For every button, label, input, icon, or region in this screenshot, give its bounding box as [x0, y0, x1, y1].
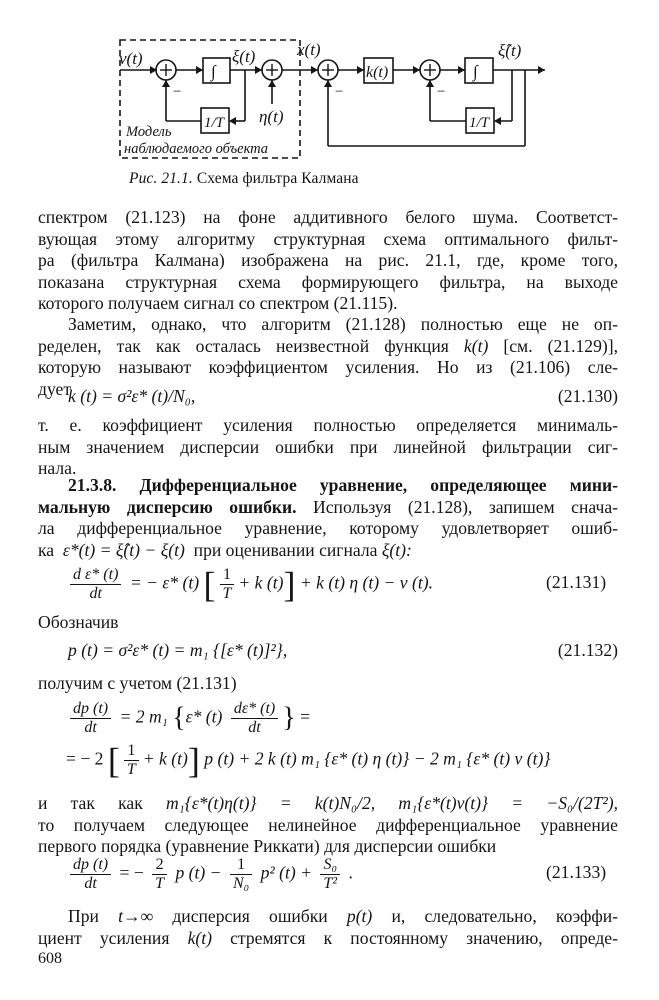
section-line-3: ла дифференциальное уравнение, которому удовлетворяет ошиб-	[38, 518, 618, 539]
equation-21-130	[68, 386, 618, 416]
feedback-label-1: 1/T	[204, 115, 225, 131]
p3-line: т. е. коэффициент усиления полностью определяется минималь-	[38, 415, 618, 435]
model-label-line1: Модель	[126, 124, 172, 140]
p2-line-3: которую называют коэффициентом усиления. Но из (21.106) сле-	[38, 357, 618, 378]
p1-line: которого получаем сигнал со спектром (21.115).	[38, 293, 398, 314]
text-oboznachiv: Обозначив	[38, 612, 119, 632]
label-xi: ξ(t)	[232, 47, 256, 66]
paragraph-1	[38, 207, 618, 315]
eq130-formula: k (t) = σ²ε* (t)/N₀,	[68, 386, 196, 406]
p5-line-2: циент усиления k(t) стремятся к постоянному значению, опреде-	[38, 927, 618, 948]
eq132-number: (21.132)	[557, 640, 618, 660]
model-label-line2: наблюдаемого объекта	[124, 141, 269, 157]
p1-line: показана структурная схема формирующего фильтра, на выходе	[38, 271, 618, 292]
eq131-number: (21.131)	[546, 572, 607, 592]
p3-line: нала.	[38, 458, 77, 479]
p2-line-4: дует	[38, 378, 72, 399]
p1-line: спектром (21.123) на фоне аддитивного белого шума. Соответст-	[38, 207, 618, 227]
p1-line: ра (фильтра Калмана) изображена на рис. 21.1, где, кроме того,	[38, 250, 618, 271]
eq130-number: (21.130)	[557, 386, 618, 406]
p1-line: вующая этому алгоритму структурная схема оптимального фильт-	[38, 228, 618, 249]
figure-caption	[129, 170, 359, 188]
paragraph-4	[38, 793, 618, 858]
section-line-2: мальную дисперсию ошибки. Используя (21.128), запишем снача-	[38, 496, 619, 517]
equation-21-133: $\frac{dp (t)}{dt}$ = − $\frac{2}{T}$ p (t) − $\frac{1}{\text{N₀}}$ p² (t) + $\frac{\text{S₀}}{\text{T²}}$ .	[66, 856, 353, 893]
p4-line-3: первого порядка (уравнение Риккати) для дисперсии ошибки	[38, 836, 497, 857]
label-xi-hat: ξ̂(t)	[498, 41, 522, 60]
minus-4: −	[436, 84, 447, 100]
integrator-block-1	[203, 58, 230, 83]
p5-line-1: При t→∞ дисперсия ошибки p(t) и, следовательно, коэффи-	[68, 906, 618, 926]
section-heading-line-1: 21.3.8. Дифференциальное уравнение, определяющее мини-	[68, 475, 618, 495]
kalman-filter-diagram	[0, 0, 659, 170]
caption-prefix: Рис. 21.1.	[129, 170, 193, 187]
paragraph-3	[38, 415, 618, 480]
p2-line-1: Заметим, однако, что алгоритм (21.128) полностью еще не оп-	[68, 314, 618, 334]
integrator-label-2: ∫	[473, 62, 478, 81]
eq133-number: (21.133)	[546, 862, 607, 882]
paragraph-5	[38, 906, 618, 949]
equation-dp-line2: = − 2 [ $\frac{1}{T}$ + k (t)] p (t) + 2 k (t) m₁ {ε* (t) η (t)} − 2 m₁ {ε* (t) ν (t)}	[66, 740, 551, 781]
minus-1: −	[172, 84, 183, 100]
label-x: x(t)	[297, 40, 321, 59]
page-number: 608	[38, 950, 62, 967]
p4-line-1: и так как m₁{ε*(t)η(t)} = k(t)N₀/2, m₁{ε*(t)ν(t)} = −S₀/(2T²),	[38, 793, 618, 813]
equation-21-131: $\frac{\text{d ε* (t)}}{dt}$ = − ε* (t) [ $\frac{1}{T}$ + k (t)] + k (t) η (t) − ν (t).	[66, 566, 433, 603]
feedback-label-2: 1/T	[469, 115, 490, 131]
text-poluchim: получим с учетом (21.131)	[38, 673, 237, 693]
integrator-block-2	[465, 58, 493, 83]
minus-3: −	[334, 84, 345, 100]
integrator-label-1: ∫	[211, 62, 216, 81]
equation-21-132	[68, 640, 618, 670]
gain-label: k(t)	[366, 64, 389, 81]
p2-line-2: ределен, так как осталась неизвестной функция k(t) [см. (21.129)],	[38, 335, 618, 356]
section-21-3-8	[38, 475, 618, 561]
section-line-4: ка ε*(t) = ξ̂(t) − ξ(t) при оценивании сигнала ξ(t):	[38, 539, 412, 560]
equation-dp-line1: $\frac{dp (t)}{dt}$ = 2 m₁ {ε* (t) $\frac{d\varepsilon* (t)}{dt}$ } =	[66, 700, 310, 737]
label-eta: η(t)	[259, 107, 284, 126]
caption-text: Схема фильтра Калмана	[196, 170, 359, 187]
p4-line-2: то получаем следующее нелинейное дифференциальное уравнение	[38, 814, 618, 835]
eq132-formula: p (t) = σ²ε* (t) = m₁ {[ε* (t)]²},	[68, 640, 288, 660]
p3-line: ным значением дисперсии ошибки при линейной фильтрации сиг-	[38, 436, 618, 457]
label-nu: ν(t)	[119, 49, 143, 68]
